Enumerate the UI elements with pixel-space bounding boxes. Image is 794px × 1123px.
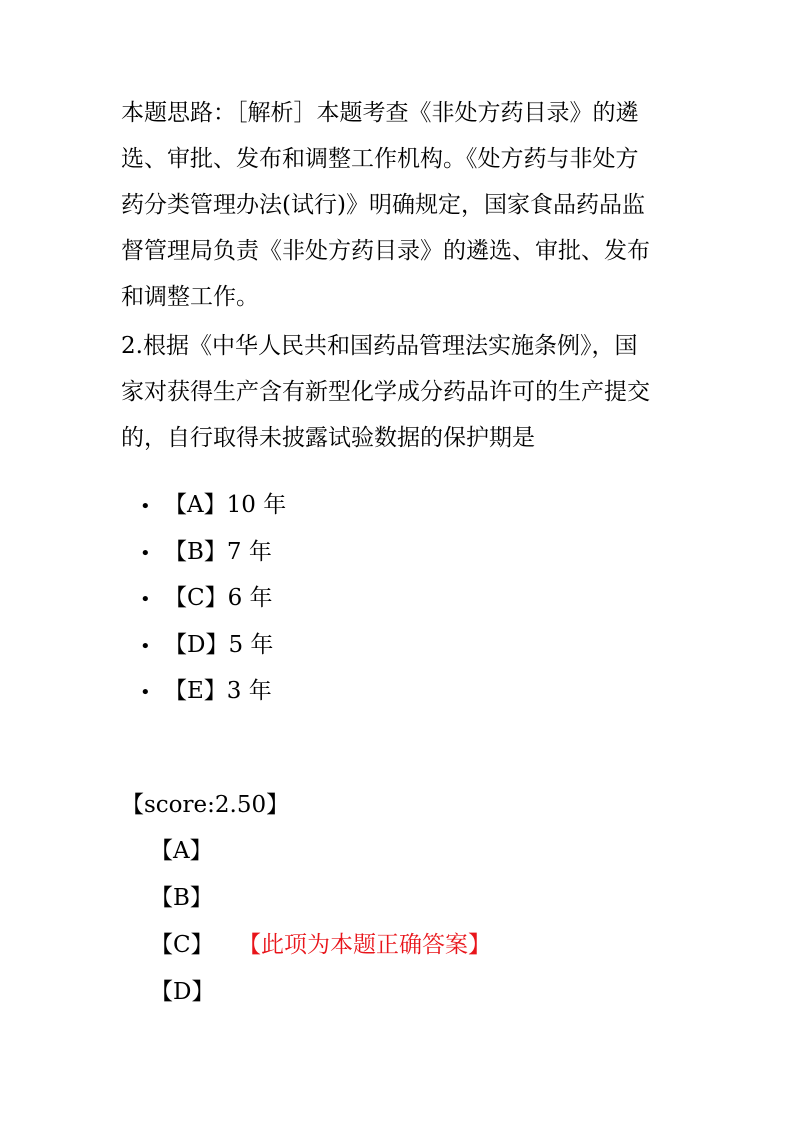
bullet-icon: •	[140, 589, 151, 610]
bullet-icon: •	[140, 682, 151, 703]
option-label: 【C】6 年	[164, 585, 273, 611]
answer-row-b	[150, 875, 491, 922]
option-item-d[interactable]	[140, 622, 286, 669]
bullet-icon: •	[140, 542, 151, 564]
answer-letter: 【D】	[150, 979, 215, 1005]
answer-letter: 【C】	[150, 932, 214, 958]
analysis-line: 选、审批、发布和调整工作机构。《处方药与非处方	[121, 146, 639, 172]
analysis-line: 和调整工作。	[121, 284, 259, 310]
option-label: 【A】10 年	[164, 492, 287, 518]
option-item-b[interactable]	[140, 529, 286, 576]
answer-key-list	[150, 828, 491, 1016]
answer-letter: 【B】	[150, 885, 213, 911]
analysis-paragraph	[121, 90, 681, 320]
answer-row-a	[150, 828, 491, 875]
option-item-c[interactable]	[140, 575, 286, 622]
option-label: 【D】5 年	[164, 631, 274, 658]
option-list	[140, 482, 286, 715]
answer-row-d	[150, 969, 491, 1016]
answer-row-c	[150, 922, 491, 969]
option-label: 【E】3 年	[164, 678, 272, 704]
question-line: 的，自行取得未披露试验数据的保护期是	[121, 425, 535, 451]
question-stem	[121, 323, 681, 461]
answer-letter: 【A】	[150, 838, 213, 864]
option-item-a[interactable]	[140, 482, 286, 529]
score-label: 【score:2.50】	[121, 792, 290, 818]
option-item-e[interactable]	[140, 668, 286, 715]
bullet-icon: •	[140, 635, 151, 657]
analysis-line: 药分类管理办法(试行)》明确规定，国家食品药品监	[121, 192, 645, 218]
correct-answer-mark: 【此项为本题正确答案】	[238, 932, 491, 958]
analysis-line: 督管理局负责《非处方药目录》的遴选、审批、发布	[121, 238, 650, 264]
question-line: 2.根据《中华人民共和国药品管理法实施条例》，国	[121, 333, 638, 359]
option-label: 【B】7 年	[164, 538, 272, 565]
bullet-icon: •	[140, 496, 151, 517]
analysis-line: 本题思路：［解析］本题考查《非处方药目录》的遴	[121, 100, 639, 126]
question-line: 家对获得生产含有新型化学成分药品许可的生产提交	[121, 379, 650, 405]
